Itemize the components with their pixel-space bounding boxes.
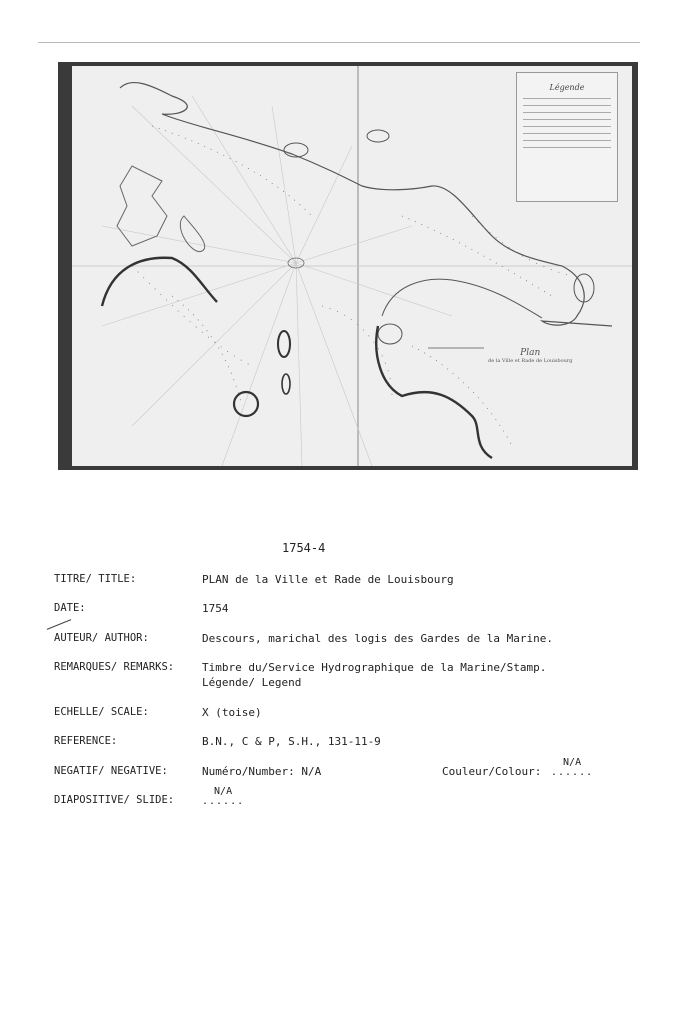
field-label: REMARQUES/ REMARKS: [54, 661, 175, 673]
field-label: ECHELLE/ SCALE: [54, 706, 149, 718]
slide-dots: ...... [202, 796, 245, 807]
legend-heading: Légende [549, 83, 585, 92]
field-value: Numéro/Number: N/A [202, 765, 322, 778]
map-cartouche [488, 348, 572, 364]
legend-line [523, 147, 611, 148]
field-value: Timbre du/Service Hydrographique de la Marine/Stamp. [202, 661, 547, 674]
field-label: TITRE/ TITLE: [54, 573, 137, 585]
field-label: NEGATIF/ NEGATIVE: [54, 765, 168, 777]
map-title-sub: de la Ville et Rade de Louisbourg [488, 358, 573, 364]
legend-line [523, 112, 611, 113]
record-number: 1754-4 [282, 541, 326, 555]
slide-na: N/A [214, 786, 233, 797]
pen-mark [47, 619, 71, 630]
legend-line [523, 126, 611, 127]
legend-line [523, 140, 611, 141]
map-legend [516, 72, 618, 202]
field-label: DIAPOSITIVE/ SLIDE: [54, 794, 175, 806]
legend-line [523, 133, 611, 134]
field-value: X (toise) [202, 706, 262, 719]
legend-line [523, 98, 611, 99]
field-label: DATE: [54, 602, 86, 614]
colour-dots: ...... [551, 767, 594, 778]
field-label: AUTEUR/ AUTHOR: [54, 632, 149, 644]
map-sheet [72, 66, 632, 466]
legend-line [523, 119, 611, 120]
field-label: REFERENCE: [54, 735, 118, 747]
page-edge [38, 42, 640, 43]
map-photograph [58, 62, 638, 470]
colour-field [442, 765, 541, 778]
field-value: Descours, marichal des logis des Gardes de la Marine. [202, 632, 553, 645]
colour-value [551, 758, 593, 778]
field-value-line2: Légende/ Legend [202, 676, 302, 689]
map-title-main: Plan [520, 348, 541, 358]
colour-na: N/A [563, 757, 582, 768]
legend-line [523, 105, 611, 106]
slide-value [202, 787, 244, 807]
field-value: PLAN de la Ville et Rade de Louisbourg [202, 573, 454, 586]
colour-label: Couleur/Colour: [442, 765, 542, 778]
field-value: B.N., C & P, S.H., 131-11-9 [202, 735, 381, 748]
field-value: 1754 [202, 602, 229, 615]
